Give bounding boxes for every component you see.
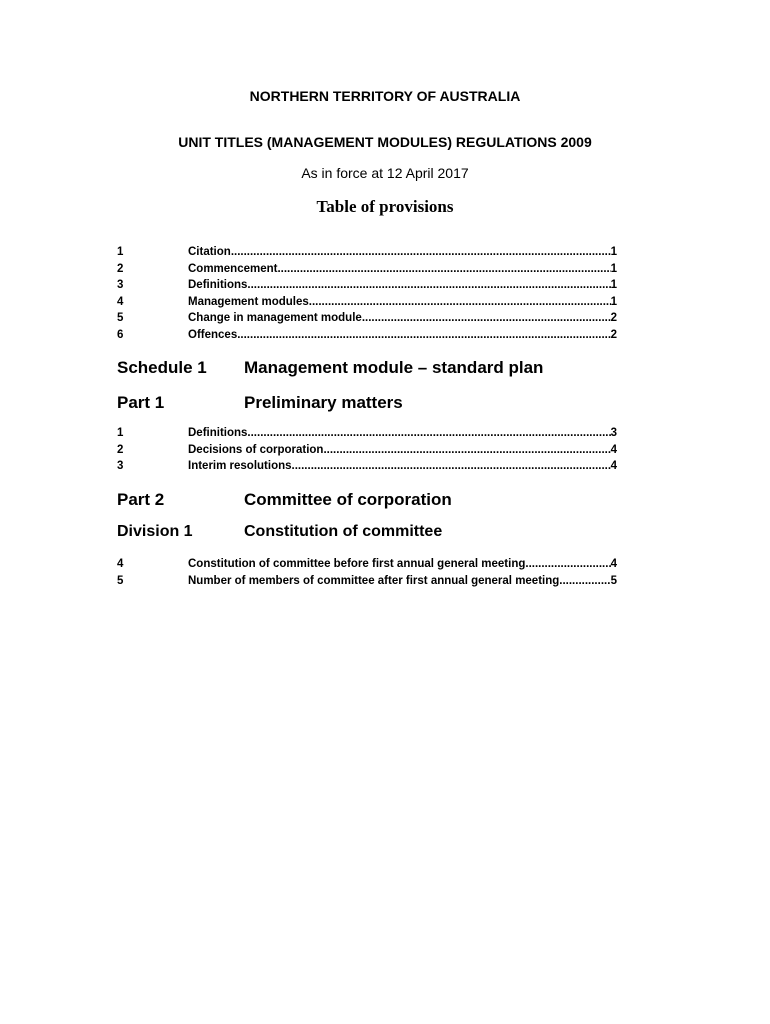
toc-entry-number: 1 bbox=[117, 246, 124, 258]
toc-entry-page: 2 bbox=[610, 312, 617, 324]
jurisdiction-heading: NORTHERN TERRITORY OF AUSTRALIA bbox=[249, 88, 521, 104]
division-label: Division 1 bbox=[117, 523, 193, 540]
regulation-title: UNIT TITLES (MANAGEMENT MODULES) REGULATIONS 2009 bbox=[178, 134, 592, 150]
toc-main-list bbox=[117, 246, 617, 345]
toc-entry-page: 4 bbox=[610, 443, 617, 456]
toc-entry-title: Number of members of committee after first annual general meeting bbox=[188, 574, 560, 587]
toc-entry[interactable] bbox=[117, 558, 617, 575]
toc-part-1-list bbox=[117, 427, 617, 477]
toc-dot-leader bbox=[525, 558, 610, 570]
toc-dot-leader bbox=[277, 263, 610, 275]
toc-entry-number: 5 bbox=[117, 574, 124, 587]
toc-entry[interactable] bbox=[117, 296, 617, 313]
toc-entry[interactable] bbox=[117, 246, 617, 263]
toc-entry-number: 2 bbox=[117, 262, 124, 275]
toc-entry-title: Decisions of corporation bbox=[188, 443, 324, 456]
toc-division-1-list bbox=[117, 558, 617, 591]
part-label: Part 2 bbox=[117, 490, 165, 509]
toc-heading: Table of provisions bbox=[316, 197, 454, 216]
toc-entry[interactable] bbox=[117, 427, 617, 444]
toc-dot-leader bbox=[309, 296, 611, 308]
schedule-label: Schedule 1 bbox=[117, 358, 207, 377]
toc-dot-leader bbox=[237, 329, 610, 341]
toc-entry-number: 6 bbox=[117, 328, 124, 341]
division-title: Constitution of committee bbox=[244, 523, 443, 540]
toc-entry-title: Interim resolutions bbox=[188, 460, 292, 472]
part-2-heading[interactable] bbox=[117, 490, 452, 510]
toc-entry[interactable] bbox=[117, 444, 617, 461]
toc-entry-page: 3 bbox=[610, 427, 617, 439]
toc-entry-title: Management modules bbox=[188, 295, 309, 308]
toc-dot-leader bbox=[323, 444, 610, 456]
part-title: Preliminary matters bbox=[244, 393, 403, 412]
toc-entry-page: 4 bbox=[610, 558, 617, 570]
toc-entry[interactable] bbox=[117, 279, 617, 296]
toc-entry-page: 1 bbox=[610, 295, 617, 308]
toc-entry-number: 3 bbox=[117, 460, 124, 472]
schedule-title: Management module – standard plan bbox=[244, 358, 544, 377]
division-1-heading[interactable] bbox=[117, 523, 442, 541]
toc-entry-page: 4 bbox=[610, 460, 617, 472]
toc-dot-leader bbox=[231, 246, 611, 258]
part-title: Committee of corporation bbox=[244, 490, 452, 509]
toc-entry-page: 1 bbox=[610, 246, 617, 258]
toc-dot-leader bbox=[292, 460, 611, 472]
toc-entry[interactable] bbox=[117, 460, 617, 477]
toc-entry[interactable] bbox=[117, 329, 617, 346]
toc-entry[interactable] bbox=[117, 575, 617, 592]
toc-entry-number: 3 bbox=[117, 279, 124, 291]
toc-entry-number: 2 bbox=[117, 443, 124, 456]
toc-entry[interactable] bbox=[117, 263, 617, 280]
schedule-heading[interactable] bbox=[117, 358, 543, 378]
toc-dot-leader bbox=[362, 312, 611, 324]
toc-dot-leader bbox=[247, 279, 610, 291]
toc-entry-number: 4 bbox=[117, 295, 124, 308]
toc-entry-page: 2 bbox=[610, 328, 617, 341]
toc-entry-title: Offences bbox=[188, 328, 238, 341]
toc-entry-page: 1 bbox=[610, 262, 617, 275]
toc-entry[interactable] bbox=[117, 312, 617, 329]
toc-dot-leader bbox=[559, 575, 610, 587]
toc-entry-title: Commencement bbox=[188, 262, 278, 275]
toc-entry-page: 5 bbox=[610, 574, 617, 587]
toc-entry-number: 5 bbox=[117, 312, 124, 324]
toc-entry-number: 1 bbox=[117, 427, 124, 439]
toc-entry-title: Change in management module bbox=[188, 312, 362, 324]
toc-entry-title: Constitution of committee before first annual general meeting bbox=[188, 558, 526, 570]
toc-entry-title: Definitions bbox=[188, 279, 248, 291]
toc-entry-title: Definitions bbox=[188, 427, 248, 439]
in-force-date: As in force at 12 April 2017 bbox=[301, 165, 469, 181]
toc-entry-page: 1 bbox=[610, 279, 617, 291]
toc-dot-leader bbox=[247, 427, 610, 439]
part-label: Part 1 bbox=[117, 393, 165, 412]
part-1-heading[interactable] bbox=[117, 393, 403, 413]
toc-entry-number: 4 bbox=[117, 558, 124, 570]
toc-entry-title: Citation bbox=[188, 246, 231, 258]
